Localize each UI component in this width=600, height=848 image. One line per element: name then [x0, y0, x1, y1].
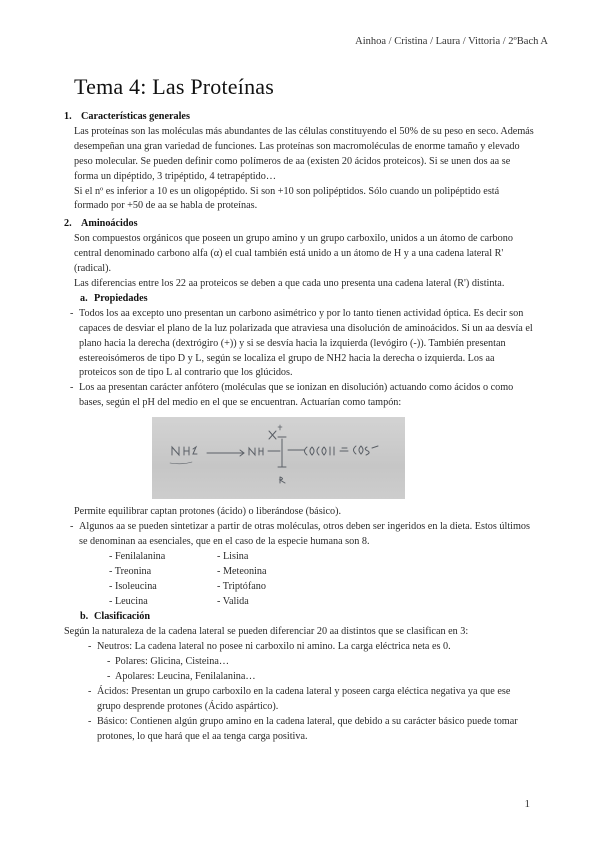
buffer-reaction-image: [152, 417, 405, 499]
list-row: - Treonina - Meteonina: [109, 565, 267, 577]
list-row: - Fenilalanina - Lisina: [109, 550, 249, 562]
list-item: - Apolares: Leucina, Fenilalanina…: [107, 671, 256, 683]
list-item: - Ácidos: Presentan un grupo carboxilo en la cadena lateral y poseen carga eléctica negativa ya que ese grupo desprende protones (Ácido aspártico).: [88, 686, 511, 712]
page-title: Tema 4: Las Proteínas: [74, 74, 274, 99]
running-header: Ainhoa / Cristina / Laura / Vittoria / 2ºBach A: [355, 36, 548, 47]
classification-intro: Según la naturaleza de la cadena lateral se pueden diferenciar 20 aa distintos que se clasifican en 3:: [64, 626, 469, 638]
document-body: [64, 110, 534, 745]
section-2-heading: 2. Aminoácidos: [64, 218, 138, 230]
section-1-paragraph: Si el nº es inferior a 10 es un oligopéptido. Si son +10 son polipéptidos. Sólo cuando un polipéptido está formado por +50 de aa se habla de proteínas.: [74, 185, 500, 212]
subsection-b-heading: b. Clasificación: [80, 611, 151, 623]
list-row: - Isoleucina - Triptófano: [109, 580, 266, 592]
section-1-paragraph: Las proteínas son las moléculas más abundantes de las células constituyendo el 50% de su peso en seco. Además desempeñan una gran variedad de funciones. Las proteínas son macromoléculas de enorme tamaño y elevado peso molecular. Se pueden definir como polímeros de aa (existen 20 ácidos proteicos). Si se unen dos aa se forma un dipéptido, 3 tripéptido, 4 tetrapéptido…: [74, 125, 534, 182]
after-image-text: Permite equilibrar captan protones (ácido) o liberándose (básico).: [74, 506, 342, 518]
list-item: - Todos los aa excepto uno presentan un carbono asimétrico y por lo tanto tienen actividad óptica. Es decir son capaces de desviar el plano de la luz polarizada que atraviesa una disolución de aminoácidos. Si un aa desvía el plano hacia la derecha (dextrógiro (+)) y si se desvía hacia la izquierda (levógiro (-)). También presentan estereoisómeros de tipo D y L, según se localiza el grupo de NH2 hacia la derecha o izquierda. Los aa proteicos son de tipo L al contrario que los glúcidos.: [70, 307, 533, 379]
essential-amino-acids-list: [64, 550, 534, 610]
section-2-paragraph: Son compuestos orgánicos que poseen un grupo amino y un grupo carboxilo, unidos a un átomo de carbono central denominado carbono alfa (α) el cual también está unido a un átomo de H y a una cadena lateral R' (radical).: [74, 233, 513, 275]
section-1-heading: 1. Características generales: [64, 111, 190, 122]
list-item: - Básico: Contienen algún grupo amino en la cadena lateral, que debido a su carácter básico puede tomar protones, lo que hará que el aa tenga carga positiva.: [88, 715, 518, 742]
list-item: - Los aa presentan carácter anfótero (moléculas que se ionizan en disolución) actuando como ácidos o como bases, según el pH del medio en el que se encuentran. Actuarían como tampón:: [70, 382, 514, 409]
list-row: - Leucina - Valida: [109, 595, 249, 607]
handwritten-formula-drawing: [152, 417, 405, 499]
list-item: - Neutros: La cadena lateral no posee ni carboxilo ni amino. La carga eléctrica neta es 0.: [88, 641, 451, 653]
section-2-paragraph: Las diferencias entre los 22 aa proteicos se deben a que cada uno presenta una cadena lateral (R') distinta.: [74, 277, 505, 289]
list-item: - Polares: Glicina, Cisteina…: [107, 656, 230, 668]
page-number: 1: [524, 798, 530, 810]
list-item: - Algunos aa se pueden sintetizar a partir de otras moléculas, otros deben ser ingeridos en la dieta. Estos últimos se denominan aa esenciales, que en el caso de la especie humana son 8.: [70, 521, 530, 547]
subsection-a-heading: a. Propiedades: [80, 292, 148, 304]
